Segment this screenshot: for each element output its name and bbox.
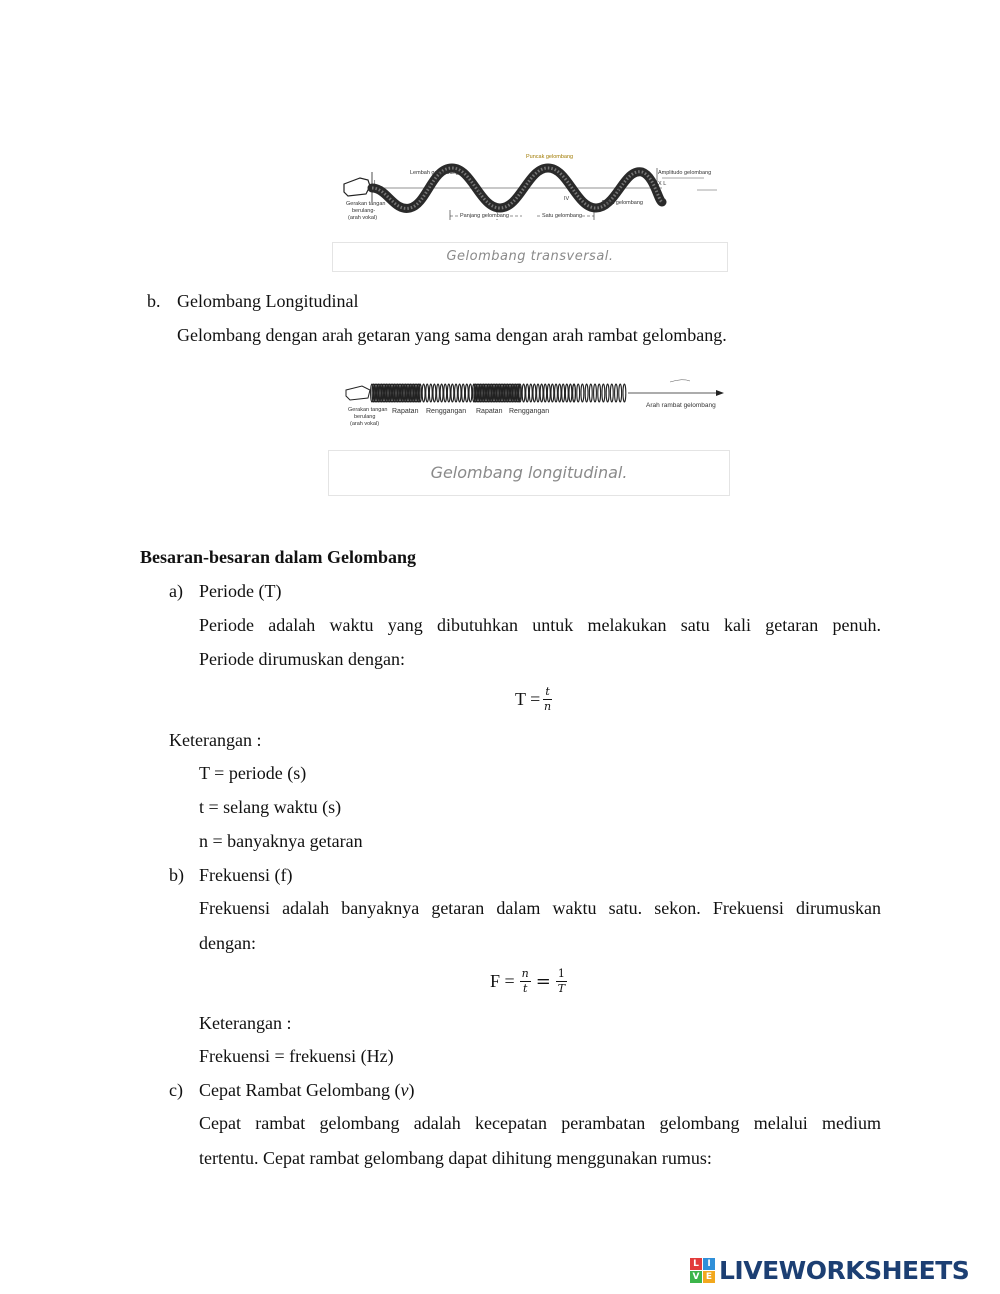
icon-cell-v: V [690,1271,702,1283]
liveworksheets-logo[interactable] [690,1254,969,1286]
figure-transversal-caption-box [332,242,728,272]
spring-coil [594,384,597,402]
periode-k2: t = selang waktu (s) [199,797,342,817]
label-bukit: Bukit gelombang [602,200,643,206]
figure-longitudinal [328,372,730,496]
periode-title: Periode (T) [199,581,282,601]
spring-coil [426,384,429,402]
spring-coil [537,384,540,402]
section-b-title: Gelombang Longitudinal [177,291,359,311]
label-gerakan-2: berulang- [352,208,376,214]
periode-keterangan: Keterangan : [169,730,262,750]
spring-coil [569,384,572,402]
periode-formula-num: t [545,684,550,698]
label-roman-5: V [478,190,482,196]
spring-coil [562,384,565,402]
icon-cell-i: I [703,1258,715,1270]
spring-coil [469,384,472,402]
spring-coil [581,384,584,402]
hand-icon [346,386,370,400]
periode-marker: a) [169,581,183,601]
cepat-title-var: v [400,1080,409,1100]
label-gerakan-3: (arah vokal) [350,421,380,427]
figure-longitudinal-caption-box [328,450,730,496]
spring-coil [522,384,525,402]
spring-coil [451,384,454,402]
arrow-right-icon [716,390,724,396]
label-satu: Satu gelombang [542,213,583,219]
label-roman-3: III [426,183,431,189]
spring-coil [440,384,443,402]
spring-coil [540,384,543,402]
spring-coil [437,384,440,402]
periode-formula-den: n [543,699,552,713]
figure-longitudinal-caption: Gelombang longitudinal. [430,463,628,482]
spring-coil [585,384,588,402]
label-amplitudo: Amplitudo gelombang [658,170,712,176]
spring-coil [577,384,580,402]
transversal-wave-illustration [332,150,728,242]
label-lembah: Lembah gelombang [410,170,459,176]
section-heading: Besaran-besaran dalam Gelombang [140,547,417,567]
label-roman-2: II [618,188,622,194]
label-gerakan: Gerakan tangan [346,201,386,207]
frekuensi-formula-lhs: F = [490,971,515,991]
cepat-title [199,1079,414,1101]
frekuensi-keterangan: Keterangan : [199,1013,292,1033]
cepat-line-1: Cepat rambat gelombang adalah kecepatan perambatan gelombang melalui medium [199,1113,881,1133]
spring-coil [547,384,550,402]
spring-coil [447,384,450,402]
frekuensi-formula [490,964,567,998]
section-b-description: Gelombang dengan arah getaran yang sama dengan arah rambat gelombang. [177,325,727,345]
spring-coil [444,384,447,402]
spring-coil [589,384,592,402]
spring-coil [565,384,568,402]
icon-cell-e: E [703,1271,715,1283]
periode-line-2: Periode dirumuskan dengan: [199,649,405,669]
spring-coil [558,384,561,402]
periode-formula-fraction [543,686,551,713]
spring-coil [551,384,554,402]
frekuensi-marker: b) [169,865,184,885]
spring-coil [458,384,461,402]
spring-coil [555,384,558,402]
frekuensi-formula-fraction-1 [520,968,531,995]
periode-formula [515,682,552,716]
frekuensi-formula-num-2: 1 [557,966,565,980]
spring-coil [429,384,432,402]
frekuensi-formula-fraction-2 [556,968,567,995]
label-rapatan-1: Rapatan [392,408,419,415]
spring-coil [533,384,536,402]
spring-coil [610,384,613,402]
periode-formula-lhs: T = [515,689,541,709]
label-gerakan-2: berulang [354,414,376,420]
spring-coil [462,384,465,402]
spring-coil [606,384,609,402]
spring-coil [573,384,576,402]
label-roman-1: I [374,180,376,186]
spring-coil [526,384,529,402]
spring-coil [615,384,618,402]
spring-coil [465,384,468,402]
frekuensi-k1: Frekuensi = frekuensi (Hz) [199,1046,394,1066]
frekuensi-formula-den-1: t [523,981,528,995]
liveworksheets-icon [690,1258,715,1283]
cepat-marker: c) [169,1080,183,1100]
label-gerakan: Gerakan tangan [348,407,388,413]
frekuensi-title: Frekuensi (f) [199,865,293,885]
spring-coil [433,384,436,402]
label-arah: Arah rambat gelombang [646,402,716,409]
spring-coil [529,384,532,402]
spring-coil [602,384,605,402]
cepat-title-prefix: Cepat Rambat Gelombang ( [199,1080,401,1100]
periode-line-1: Periode adalah waktu yang dibutuhkan untuk melakukan satu kali getaran penuh. [199,615,881,635]
label-rapatan-2: Rapatan [476,408,503,415]
cepat-line-2: tertentu. Cepat rambat gelombang dapat dihitung menggunakan rumus: [199,1148,712,1168]
figure-transversal [332,150,728,272]
section-b-marker: b. [147,291,161,311]
label-renggangan-1: Renggangan [426,408,467,415]
figure-transversal-caption: Gelombang transversal. [446,249,614,264]
frekuensi-formula-num-1: n [521,966,529,980]
icon-cell-l: L [690,1258,702,1270]
spring-coils [371,384,626,402]
spring-coil [598,384,601,402]
frekuensi-formula-eq: = [535,970,551,992]
spring-coil [623,384,626,402]
spring-coil [455,384,458,402]
frekuensi-formula-den-2: T [557,981,566,995]
label-panjang: Panjang gelombang [460,213,509,219]
periode-k1: T = periode (s) [199,763,307,783]
label-gerakan-3: (arah vokal) [348,215,378,221]
liveworksheets-text: LIVEWORKSHEETS [719,1255,970,1285]
spring-coil [544,384,547,402]
frekuensi-line-1: Frekuensi adalah banyaknya getaran dalam waktu satu. sekon. Frekuensi dirumuskan [199,898,881,918]
cepat-title-suffix: ) [408,1080,415,1100]
label-roman-4: IV [564,196,570,202]
spring-coil [619,384,622,402]
hand-icon [344,178,370,196]
periode-k3: n = banyaknya getaran [199,831,363,851]
spring-coil [422,384,425,402]
label-puncak: Puncak gelombang [526,154,574,160]
label-xl: X L [658,181,667,187]
frekuensi-line-2: dengan: [199,933,256,953]
label-renggangan-2: Renggangan [509,408,550,415]
